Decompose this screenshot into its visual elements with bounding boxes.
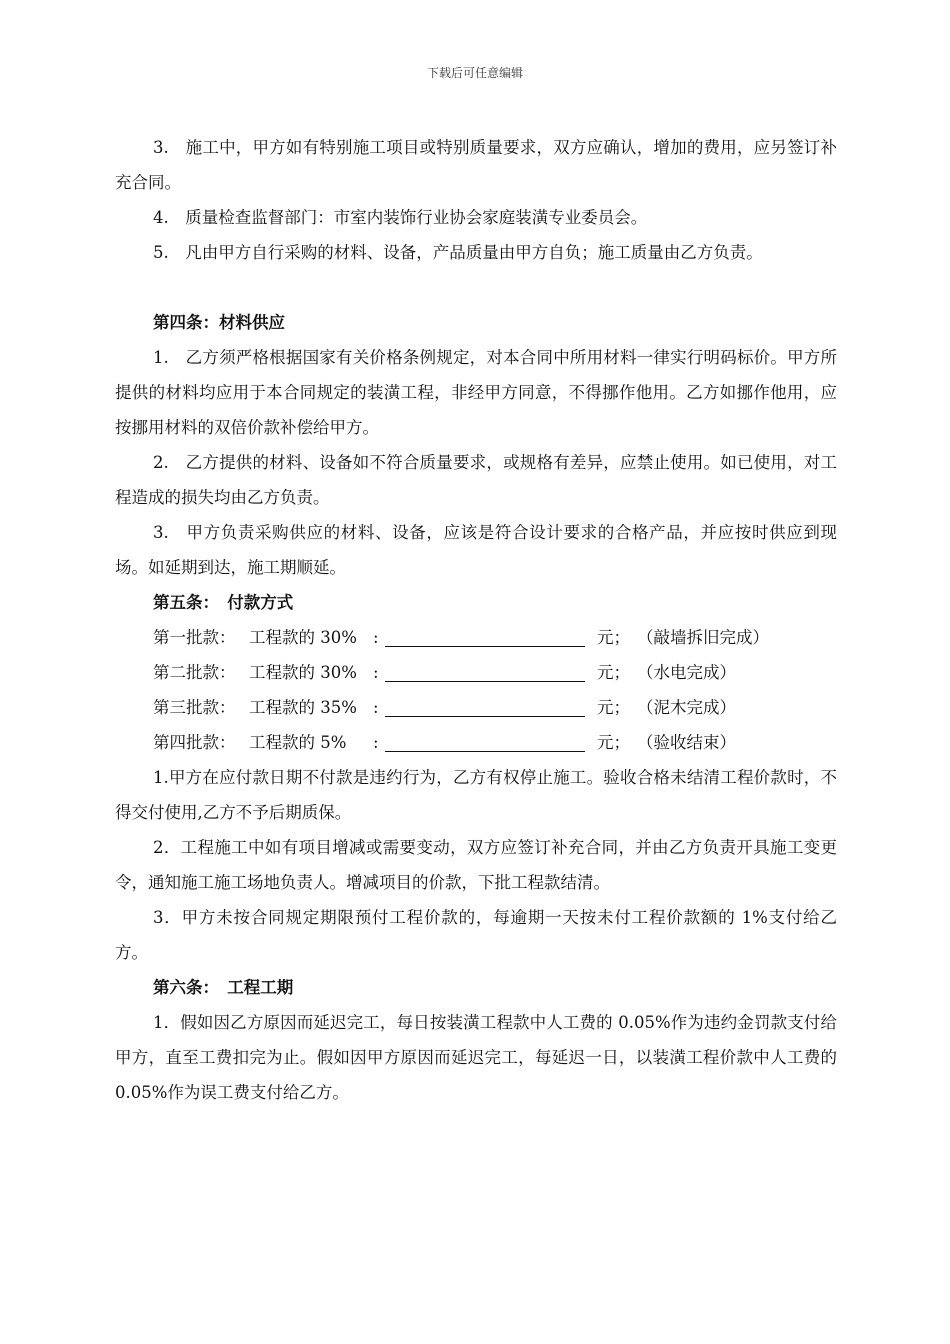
page-header: 下载后可任意编辑: [426, 66, 523, 80]
payment-unit: 元；: [597, 663, 630, 682]
amount-blank[interactable]: [385, 733, 585, 752]
payment-note: （验收结束）: [637, 733, 736, 752]
payment-row-3: [115, 690, 837, 725]
payment-colon: :: [373, 663, 379, 682]
payment-label: 第三批款：: [153, 698, 236, 717]
article4-item-1: 1. 乙方须严格根据国家有关价格条例规定，对本合同中所用材料一律实行明码标价。甲方所提供的材料均应用于本合同规定的装潢工程，非经甲方同意，不得挪作他用。乙方如挪作他用，应按挪用材料的双倍价款补偿给甲方。: [115, 348, 837, 437]
payment-desc: 工程款的 35%: [249, 698, 357, 717]
intro-item-5: 5. 凡由甲方自行采购的材料、设备，产品质量由甲方自负；施工质量由乙方负责。: [153, 243, 763, 262]
payment-unit: 元；: [597, 628, 630, 647]
payment-desc: 工程款的 30%: [249, 663, 357, 682]
article4-item-3: 3. 甲方负责采购供应的材料、设备，应该是符合设计要求的合格产品，并应按时供应到现场。如延期到达，施工期顺延。: [115, 523, 837, 577]
payment-label: 第四批款：: [153, 733, 236, 752]
article5-item-3: 3．甲方未按合同规定期限预付工程价款的，每逾期一天按未付工程价款额的 1%支付给乙方。: [115, 908, 837, 962]
article4-title: 第四条：材料供应: [153, 313, 285, 332]
payment-label: 第一批款：: [153, 628, 236, 647]
article4-item-2: 2. 乙方提供的材料、设备如不符合质量要求，或规格有差异，应禁止使用。如已使用，对工程造成的损失均由乙方负责。: [115, 453, 837, 507]
article5-item-2: 2．工程施工中如有项目增减或需要变动，双方应签订补充合同，并由乙方负责开具施工变更令，通知施工施工场地负责人。增减项目的价款，下批工程款结清。: [115, 838, 837, 892]
amount-blank[interactable]: [385, 698, 585, 717]
payment-note: （泥木完成）: [637, 698, 736, 717]
article6-title: 第六条： 工程工期: [153, 978, 294, 997]
payment-row-2: [115, 655, 837, 690]
payment-desc: 工程款的 30%: [249, 628, 357, 647]
section-gap: [115, 270, 837, 305]
payment-unit: 元；: [597, 698, 630, 717]
payment-colon: :: [373, 733, 379, 752]
payment-note: （水电完成）: [637, 663, 736, 682]
payment-unit: 元；: [597, 733, 630, 752]
payment-colon: :: [373, 628, 379, 647]
amount-blank[interactable]: [385, 628, 585, 647]
article5-item-1: 1.甲方在应付款日期不付款是违约行为，乙方有权停止施工。验收合格未结清工程价款时，不得交付使用,乙方不予后期质保。: [115, 768, 837, 822]
amount-blank[interactable]: [385, 663, 585, 682]
intro-item-4: 4. 质量检查监督部门：市室内装饰行业协会家庭装潢专业委员会。: [153, 208, 648, 227]
payment-colon: :: [373, 698, 379, 717]
article6-item-1: 1．假如因乙方原因而延迟完工，每日按装潢工程款中人工费的 0.05%作为违约金罚款支付给甲方，直至工费扣完为止。假如因甲方原因而延迟完工，每延迟一日，以装潢工程价款中人工费的 0.05%作为误工费支付给乙方。: [115, 1013, 837, 1102]
document-body: [115, 130, 837, 1110]
payment-row-4: [115, 725, 837, 760]
article5-title: 第五条： 付款方式: [153, 593, 294, 612]
payment-note: （敲墙拆旧完成）: [637, 628, 769, 647]
payment-label: 第二批款：: [153, 663, 236, 682]
payment-desc: 工程款的 5%: [249, 733, 347, 752]
intro-item-3: 3. 施工中，甲方如有特别施工项目或特别质量要求，双方应确认，增加的费用，应另签订补充合同。: [115, 138, 837, 192]
payment-row-1: [115, 620, 837, 655]
